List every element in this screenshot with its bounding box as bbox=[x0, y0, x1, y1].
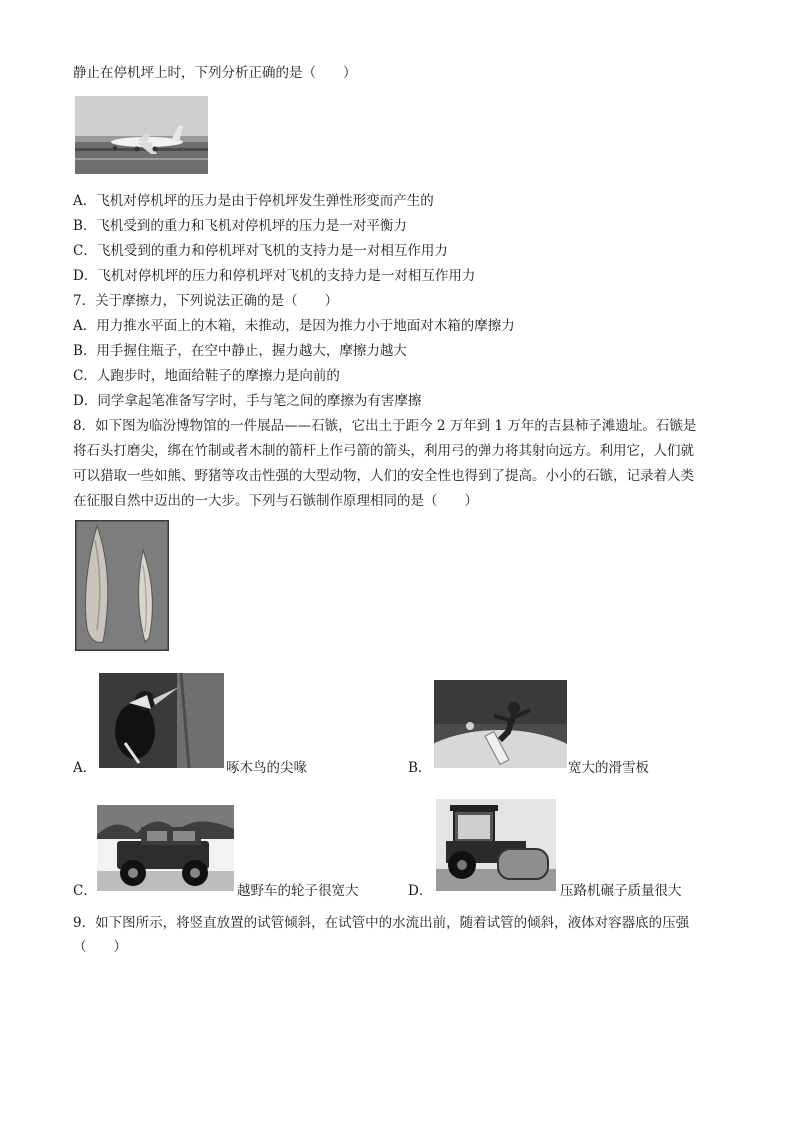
q9-stem-line-1: 9．如下图所示，将竖直放置的试管倾斜，在试管中的水流出前，随着试管的倾斜，液体对容器底的压强 bbox=[73, 915, 690, 931]
choice-a-caption: 啄木鸟的尖喙 bbox=[226, 760, 307, 776]
choice-a-letter: A． bbox=[73, 760, 97, 776]
choice-c-letter: C． bbox=[73, 883, 97, 899]
q6-option-a: A．飞机对停机坪的压力是由于停机坪发生弹性形变而产生的 bbox=[73, 193, 434, 209]
offroad-vehicle-photo bbox=[97, 805, 234, 891]
q6-option-b: B．飞机受到的重力和飞机对停机坪的压力是一对平衡力 bbox=[73, 218, 407, 234]
q7-option-c: C．人跑步时，地面给鞋子的摩擦力是向前的 bbox=[73, 368, 340, 384]
choice-b-caption: 宽大的滑雪板 bbox=[568, 760, 649, 776]
q7-stem: 7．关于摩擦力，下列说法正确的是（ ） bbox=[73, 293, 339, 309]
q7-option-b: B．用手握住瓶子，在空中静止，握力越大，摩擦力越大 bbox=[73, 343, 407, 359]
q6-stem: 静止在停机坪上时，下列分析正确的是（ ） bbox=[73, 65, 357, 81]
q7-option-d: D．同学拿起笔准备写字时，手与笔之间的摩擦为有害摩擦 bbox=[73, 393, 422, 409]
choice-d-letter: D． bbox=[408, 883, 433, 899]
q8-stem-line-2: 将石头打磨尖，绑在竹制或者木制的箭杆上作弓箭的箭头，利用弓的弹力将其射向远方。利用它，人们就 bbox=[73, 443, 694, 459]
choice-d-caption: 压路机碾子质量很大 bbox=[560, 883, 682, 899]
choice-c-caption: 越野车的轮子很宽大 bbox=[237, 883, 359, 899]
q6-option-d: D．飞机对停机坪的压力和停机坪对飞机的支持力是一对相互作用力 bbox=[73, 268, 476, 284]
snowboard-photo bbox=[434, 680, 567, 768]
q8-stem-line-1: 8．如下图为临汾博物馆的一件展品——石镞，它出土于距今 2 万年到 1 万年的吉县柿子滩遗址。石镞是 bbox=[73, 418, 697, 434]
q8-stem-line-4: 在征服自然中迈出的一大步。下列与石镞制作原理相同的是（ ） bbox=[73, 493, 478, 509]
stone-arrowhead-photo bbox=[75, 520, 169, 651]
airplane-photo bbox=[75, 96, 208, 174]
woodpecker-photo bbox=[99, 673, 224, 768]
road-roller-photo bbox=[436, 799, 556, 891]
q7-option-a: A．用力推水平面上的木箱，未推动，是因为推力小于地面对木箱的摩擦力 bbox=[73, 318, 515, 334]
q9-stem-line-2: （ ） bbox=[73, 939, 127, 955]
q8-stem-line-3: 可以猎取一些如熊、野猪等攻击性强的大型动物，人们的安全性也得到了提高。小小的石镞，记录着人类 bbox=[73, 468, 694, 484]
q6-option-c: C．飞机受到的重力和停机坪对飞机的支持力是一对相互作用力 bbox=[73, 243, 448, 259]
choice-b-letter: B． bbox=[408, 760, 432, 776]
